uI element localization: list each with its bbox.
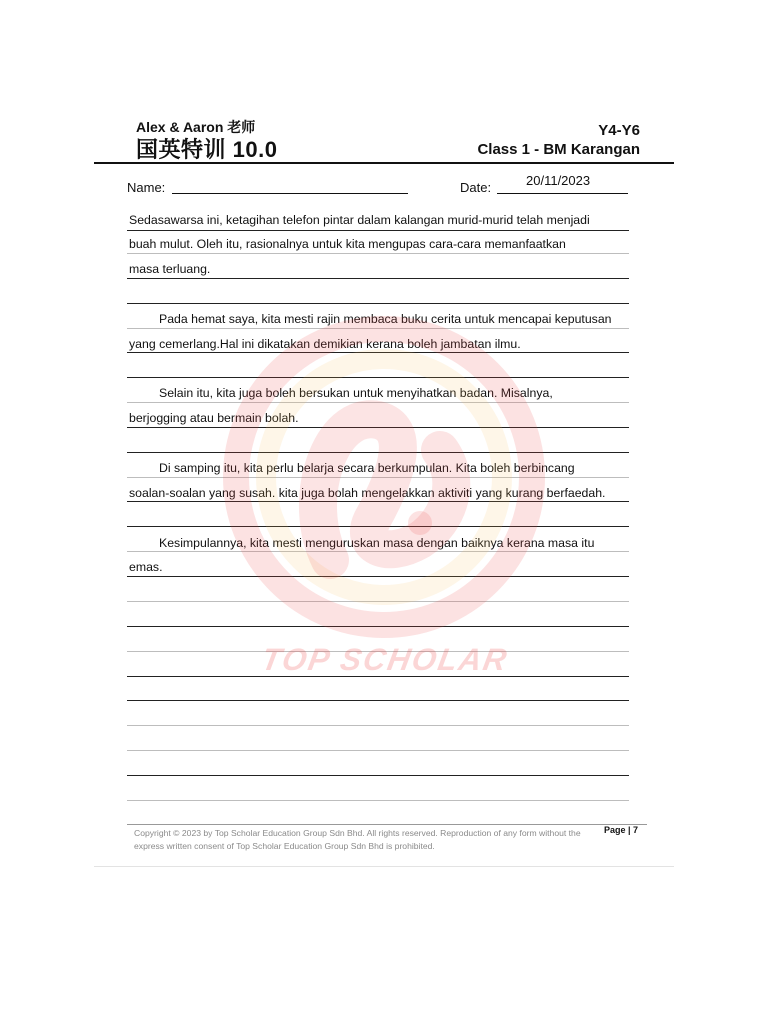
name-label: Name: xyxy=(127,180,166,195)
essay-line: emas. xyxy=(129,560,163,574)
writing-line xyxy=(127,800,629,801)
date-field-line xyxy=(497,193,628,194)
writing-line xyxy=(127,551,629,552)
writing-line xyxy=(127,526,629,527)
teachers-label: Alex & Aaron 老师 xyxy=(136,119,256,135)
writing-line xyxy=(127,576,629,577)
essay-line: Sedasawarsa ini, ketagihan telefon pintar dalam kalangan murid-murid telah menjadi xyxy=(129,213,590,227)
writing-line xyxy=(127,700,629,701)
writing-line xyxy=(127,402,629,403)
essay-line: Kesimpulannya, kita mesti menguruskan masa dengan baiknya kerana masa itu xyxy=(159,536,595,550)
writing-line xyxy=(127,452,629,453)
writing-line xyxy=(127,477,629,478)
program-title: 国英特训 10.0 xyxy=(136,137,278,162)
writing-line xyxy=(127,651,629,652)
name-field-line[interactable] xyxy=(172,193,408,194)
writing-line xyxy=(127,377,629,378)
page-number: Page | 7 xyxy=(604,825,639,835)
header-divider xyxy=(94,162,674,164)
writing-line xyxy=(127,626,629,627)
essay-line: berjogging atau bermain bolah. xyxy=(129,411,299,425)
writing-line xyxy=(127,725,629,726)
level-label: Y4-Y6 xyxy=(598,122,640,139)
writing-line xyxy=(127,501,629,502)
essay-line: buah mulut. Oleh itu, rasionalnya untuk kita mengupas cara-cara memanfaatkan xyxy=(129,237,566,251)
writing-line xyxy=(127,427,629,428)
essay-line: soalan-soalan yang susah. kita juga bolah mengelakkan aktiviti yang kurang berfaedah. xyxy=(129,486,606,500)
footer-divider xyxy=(127,824,647,825)
essay-line: masa terluang. xyxy=(129,262,211,276)
essay-line: Di samping itu, kita perlu belarja secara berkumpulan. Kita boleh berbincang xyxy=(159,461,575,475)
writing-line xyxy=(127,601,629,602)
writing-line xyxy=(127,253,629,254)
class-title: Class 1 - BM Karangan xyxy=(477,141,640,158)
date-label: Date: xyxy=(460,180,492,195)
essay-line: Pada hemat saya, kita mesti rajin membaca buku cerita untuk mencapai keputusan xyxy=(159,312,612,326)
writing-line xyxy=(127,676,629,677)
writing-line xyxy=(127,328,629,329)
writing-line xyxy=(127,303,629,304)
page-bottom-edge xyxy=(94,866,674,867)
writing-line xyxy=(127,775,629,776)
date-value[interactable]: 20/11/2023 xyxy=(526,173,591,188)
essay-line: yang cemerlang.Hal ini dikatakan demikian kerana boleh jambatan ilmu. xyxy=(129,337,521,351)
essay-line: Selain itu, kita juga boleh bersukan untuk menyihatkan badan. Misalnya, xyxy=(159,386,553,400)
copyright-text: Copyright © 2023 by Top Scholar Education Group Sdn Bhd. All rights reserved. Reproduction of any form without the express written consent of Top Scholar Education Group Sdn Bhd is prohibited. xyxy=(134,828,581,851)
writing-line xyxy=(127,750,629,751)
writing-line xyxy=(127,230,629,231)
writing-line xyxy=(127,278,629,279)
watermark-text: TOP SCHOLAR xyxy=(259,642,512,677)
writing-line xyxy=(127,352,629,353)
